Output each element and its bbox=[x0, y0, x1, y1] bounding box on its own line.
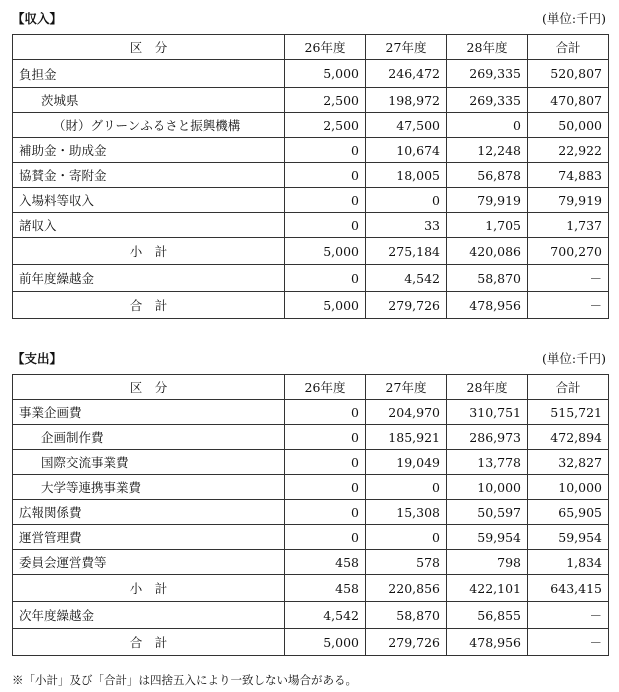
row-label: 運営管理費 bbox=[13, 525, 285, 550]
cell: 420,086 bbox=[447, 238, 528, 265]
cell: 220,856 bbox=[366, 575, 447, 602]
cell: 1,834 bbox=[528, 550, 609, 575]
cell: 4,542 bbox=[366, 265, 447, 292]
cell: 0 bbox=[285, 500, 366, 525]
cell: － bbox=[528, 265, 609, 292]
cell: 310,751 bbox=[447, 400, 528, 425]
row-label: 協賛金・寄附金 bbox=[13, 163, 285, 188]
cell: 269,335 bbox=[447, 60, 528, 88]
table-row bbox=[13, 400, 609, 425]
cell: 0 bbox=[366, 525, 447, 550]
cell: 79,919 bbox=[447, 188, 528, 213]
cell: 275,184 bbox=[366, 238, 447, 265]
cell: 0 bbox=[285, 475, 366, 500]
cell: 22,922 bbox=[528, 138, 609, 163]
row-label: （財）グリーンふるさと振興機構 bbox=[13, 113, 285, 138]
cell: 0 bbox=[285, 400, 366, 425]
income-title: 【収入】 bbox=[12, 11, 63, 26]
cell: 33 bbox=[366, 213, 447, 238]
cell: 0 bbox=[285, 213, 366, 238]
table-header-row bbox=[13, 35, 609, 60]
col-header-total: 合計 bbox=[528, 375, 609, 400]
cell: 58,870 bbox=[447, 265, 528, 292]
table-row bbox=[13, 113, 609, 138]
cell: 0 bbox=[366, 188, 447, 213]
cell: 279,726 bbox=[366, 629, 447, 656]
cell: 12,248 bbox=[447, 138, 528, 163]
row-label: 合 計 bbox=[13, 292, 285, 319]
row-label: 小 計 bbox=[13, 238, 285, 265]
cell: 2,500 bbox=[285, 88, 366, 113]
cell: 0 bbox=[285, 265, 366, 292]
cell: 1,705 bbox=[447, 213, 528, 238]
row-label: 次年度繰越金 bbox=[13, 602, 285, 629]
col-header-fy28: 28年度 bbox=[447, 375, 528, 400]
cell: 0 bbox=[366, 475, 447, 500]
table-row bbox=[13, 550, 609, 575]
cell: 19,049 bbox=[366, 450, 447, 475]
col-header-fy27: 27年度 bbox=[366, 375, 447, 400]
cell: 2,500 bbox=[285, 113, 366, 138]
cell: 32,827 bbox=[528, 450, 609, 475]
cell: 74,883 bbox=[528, 163, 609, 188]
income-table bbox=[12, 34, 609, 319]
row-label: 委員会運営費等 bbox=[13, 550, 285, 575]
cell: 79,919 bbox=[528, 188, 609, 213]
table-row bbox=[13, 450, 609, 475]
cell: 798 bbox=[447, 550, 528, 575]
cell: 246,472 bbox=[366, 60, 447, 88]
cell: 472,894 bbox=[528, 425, 609, 450]
income-unit: (単位:千円) bbox=[542, 11, 606, 26]
row-label: 小 計 bbox=[13, 575, 285, 602]
cell: － bbox=[528, 602, 609, 629]
row-label: 負担金 bbox=[13, 60, 285, 88]
cell: 0 bbox=[447, 113, 528, 138]
subtotal-row bbox=[13, 575, 609, 602]
cell: 5,000 bbox=[285, 629, 366, 656]
table-row bbox=[13, 188, 609, 213]
cell: 10,000 bbox=[447, 475, 528, 500]
row-label: 入場料等収入 bbox=[13, 188, 285, 213]
table-row bbox=[13, 475, 609, 500]
table-row bbox=[13, 213, 609, 238]
total-row bbox=[13, 292, 609, 319]
cell: 47,500 bbox=[366, 113, 447, 138]
cell: 515,721 bbox=[528, 400, 609, 425]
table-header-row bbox=[13, 375, 609, 400]
cell: 5,000 bbox=[285, 60, 366, 88]
footnote: ※「小計」及び「合計」は四捨五入により一致しない場合がある。 bbox=[12, 673, 357, 687]
cell: 1,737 bbox=[528, 213, 609, 238]
cell: 50,597 bbox=[447, 500, 528, 525]
expense-section-header bbox=[12, 349, 608, 367]
cell: 520,807 bbox=[528, 60, 609, 88]
cell: 470,807 bbox=[528, 88, 609, 113]
col-header-fy28: 28年度 bbox=[447, 35, 528, 60]
row-label: 諸収入 bbox=[13, 213, 285, 238]
col-header-total: 合計 bbox=[528, 35, 609, 60]
total-row bbox=[13, 629, 609, 656]
cell: 65,905 bbox=[528, 500, 609, 525]
row-label: 茨城県 bbox=[13, 88, 285, 113]
table-row bbox=[13, 138, 609, 163]
cell: － bbox=[528, 629, 609, 656]
row-label: 合 計 bbox=[13, 629, 285, 656]
cell: 59,954 bbox=[447, 525, 528, 550]
cell: 578 bbox=[366, 550, 447, 575]
cell: 56,878 bbox=[447, 163, 528, 188]
income-section-header bbox=[12, 9, 608, 27]
table-row bbox=[13, 525, 609, 550]
cell: 458 bbox=[285, 575, 366, 602]
expense-table bbox=[12, 374, 609, 656]
cell: 0 bbox=[285, 138, 366, 163]
cell: 4,542 bbox=[285, 602, 366, 629]
cell: 700,270 bbox=[528, 238, 609, 265]
table-row bbox=[13, 60, 609, 88]
col-header-fy26: 26年度 bbox=[285, 375, 366, 400]
table-row bbox=[13, 602, 609, 629]
row-label: 広報関係費 bbox=[13, 500, 285, 525]
table-row bbox=[13, 88, 609, 113]
cell: 5,000 bbox=[285, 292, 366, 319]
cell: 198,972 bbox=[366, 88, 447, 113]
cell: 50,000 bbox=[528, 113, 609, 138]
cell: 269,335 bbox=[447, 88, 528, 113]
cell: 422,101 bbox=[447, 575, 528, 602]
cell: 5,000 bbox=[285, 238, 366, 265]
expense-unit: (単位:千円) bbox=[542, 351, 606, 366]
row-label: 企画制作費 bbox=[13, 425, 285, 450]
col-header-fy27: 27年度 bbox=[366, 35, 447, 60]
cell: 478,956 bbox=[447, 629, 528, 656]
row-label: 事業企画費 bbox=[13, 400, 285, 425]
row-label: 前年度繰越金 bbox=[13, 265, 285, 292]
expense-title: 【支出】 bbox=[12, 351, 63, 366]
cell: 204,970 bbox=[366, 400, 447, 425]
cell: 0 bbox=[285, 525, 366, 550]
cell: 185,921 bbox=[366, 425, 447, 450]
cell: 10,674 bbox=[366, 138, 447, 163]
cell: 0 bbox=[285, 425, 366, 450]
cell: 10,000 bbox=[528, 475, 609, 500]
cell: － bbox=[528, 292, 609, 319]
row-label: 補助金・助成金 bbox=[13, 138, 285, 163]
col-header-category: 区 分 bbox=[13, 375, 285, 400]
cell: 458 bbox=[285, 550, 366, 575]
cell: 0 bbox=[285, 188, 366, 213]
col-header-category: 区 分 bbox=[13, 35, 285, 60]
cell: 478,956 bbox=[447, 292, 528, 319]
cell: 643,415 bbox=[528, 575, 609, 602]
cell: 58,870 bbox=[366, 602, 447, 629]
cell: 13,778 bbox=[447, 450, 528, 475]
cell: 286,973 bbox=[447, 425, 528, 450]
table-row bbox=[13, 500, 609, 525]
cell: 59,954 bbox=[528, 525, 609, 550]
table-row bbox=[13, 163, 609, 188]
cell: 15,308 bbox=[366, 500, 447, 525]
cell: 18,005 bbox=[366, 163, 447, 188]
row-label: 国際交流事業費 bbox=[13, 450, 285, 475]
cell: 0 bbox=[285, 163, 366, 188]
cell: 0 bbox=[285, 450, 366, 475]
table-row bbox=[13, 425, 609, 450]
subtotal-row bbox=[13, 238, 609, 265]
table-row bbox=[13, 265, 609, 292]
cell: 56,855 bbox=[447, 602, 528, 629]
row-label: 大学等連携事業費 bbox=[13, 475, 285, 500]
col-header-fy26: 26年度 bbox=[285, 35, 366, 60]
cell: 279,726 bbox=[366, 292, 447, 319]
